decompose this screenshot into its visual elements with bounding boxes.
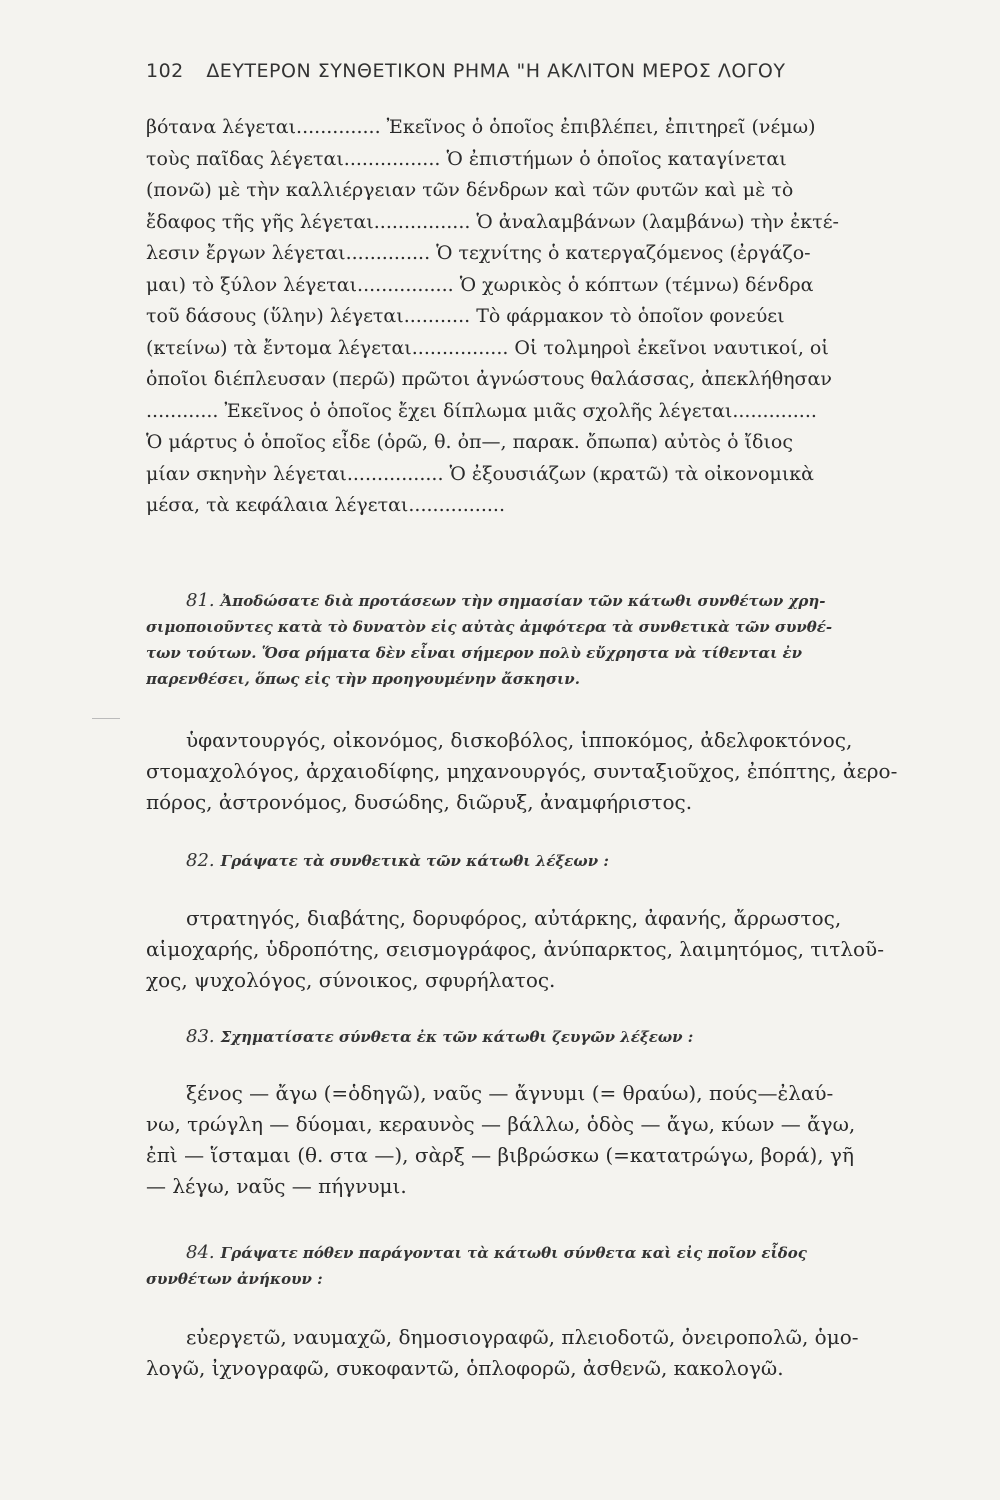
word-line: λογῶ, ἰχνογραφῶ, συκοφαντῶ, ὁπλοφορῶ, ἀσθενῶ, κακολογῶ. [146,1356,784,1380]
exercise-number: 84. [186,1242,215,1263]
word-line: στομαχολόγος, ἀρχαιοδίφης, μηχανουργός, συνταξιοῦχος, ἐπόπτης, ἀερο- [146,759,898,783]
running-title: ΔΕΥΤΕΡΟΝ ΣΥΝΘΕΤΙΚΟΝ ΡΗΜΑ "Η ΑΚΛΙΤΟΝ ΜΕΡΟΣ ΛΟΓΟΥ [206,60,786,82]
exercise-number: 82. [186,850,215,871]
text-line: λεσιν ἔργων λέγεται.............. Ὁ τεχνίτης ὁ κατεργαζόμενος (ἐργάζο- [146,242,811,264]
exercise-number: 81. [186,590,215,611]
word-line: στρατηγός, διαβάτης, δορυφόρος, αὐτάρκης, ἀφανής, ἄρρωστος, [186,906,842,930]
instruction-line: σιμοποιοῦντες κατὰ τὸ δυνατὸν εἰς αὐτὰς ἀμφότερα τὰ συνθετικὰ τῶν συνθέ- [146,618,833,636]
exercise-82-instruction [146,848,906,874]
text-line: μαι) τὸ ξύλον λέγεται................ Ὁ χωρικὸς ὁ κόπτων (τέμνω) δένδρα [146,273,814,296]
intro-paragraph [146,112,906,522]
text-line: Ὁ μάρτυς ὁ ὁποῖος εἶδε (ὁρῶ, θ. ὀπ—, παρακ. ὄπωπα) αὐτὸς ὁ ἴδιος [146,431,793,453]
instruction-line: συνθέτων ἀνήκουν : [146,1270,323,1288]
exercise-83-instruction [146,1024,906,1050]
instruction-line: Ἀποδώσατε διὰ προτάσεων τὴν σημασίαν τῶν κάτωθι συνθέτων χρη- [220,592,826,610]
exercise-81-instruction [146,588,906,692]
exercise-82-words [146,903,906,996]
instruction-line: παρενθέσει, ὅπως εἰς τὴν προηγουμένην ἄσκησιν. [146,670,580,688]
text-line: ἔδαφος τῆς γῆς λέγεται................ Ὁ ἀναλαμβάνων (λαμβάνω) τὴν ἐκτέ- [146,210,839,233]
instruction-line: Σχηματίσατε σύνθετα ἐκ τῶν κάτωθι ζευγῶν λέξεων : [220,1028,694,1046]
word-line: ὑφαντουργός, οἰκονόμος, δισκοβόλος, ἱπποκόμος, ἀδελφοκτόνος, [186,728,853,752]
instruction-line: Γράψατε πόθεν παράγονται τὰ κάτωθι σύνθετα καὶ εἰς ποῖον εἶδος [220,1244,807,1262]
exercise-83-words [146,1078,906,1202]
text-line: ............ Ἐκεῖνος ὁ ὁποῖος ἔχει δίπλωμα μιᾶς σχολῆς λέγεται.............. [146,399,817,422]
text-line: (κτείνω) τὰ ἔντομα λέγεται................ Οἱ τολμηροὶ ἐκεῖνοι ναυτικοί, οἱ [146,336,829,359]
word-line: πόρος, ἀστρονόμος, δυσώδης, διῶρυξ, ἀναμφήριστος. [146,790,693,814]
word-line: ἐπὶ — ἵσταμαι (θ. στα —), σὰρξ — βιβρώσκω (=κατατρώγω, βορά), γῆ [146,1143,854,1167]
exercise-number: 83. [186,1026,215,1047]
text-line: μίαν σκηνὴν λέγεται................ Ὁ ἐξουσιάζων (κρατῶ) τὰ οἰκονομικὰ [146,462,814,485]
instruction-line: των τούτων. Ὅσα ρήματα δὲν εἶναι σήμερον πολὺ εὔχρηστα νὰ τίθενται ἐν [146,644,803,662]
exercise-81-words [146,725,906,818]
exercise-84-words [146,1322,906,1384]
word-line: — λέγω, ναῦς — πήγνυμι. [146,1174,407,1198]
text-line: τοὺς παῖδας λέγεται................ Ὁ ἐπιστήμων ὁ ὁποῖος καταγίνεται [146,147,787,170]
word-line: χος, ψυχολόγος, σύνοικος, σφυρήλατος. [146,968,556,992]
text-line: (πονῶ) μὲ τὴν καλλιέργειαν τῶν δένδρων καὶ τῶν φυτῶν καὶ μὲ τὸ [146,179,794,201]
word-line: αἱμοχαρής, ὑδροπότης, σεισμογράφος, ἀνύπαρκτος, λαιμητόμος, τιτλοῦ- [146,937,884,961]
margin-mark [92,718,120,719]
word-line: εὐεργετῶ, ναυμαχῶ, δημοσιογραφῶ, πλειοδοτῶ, ὀνειροπολῶ, ὁμο- [186,1325,859,1349]
text-line: βότανα λέγεται.............. Ἐκεῖνος ὁ ὁποῖος ἐπιβλέπει, ἐπιτηρεῖ (νέμω) [146,116,816,138]
text-line: τοῦ δάσους (ὕλην) λέγεται........... Τὸ φάρμακον τὸ ὁποῖον φονεύει [146,305,785,327]
running-header [146,60,906,82]
text-line: ὁποῖοι διέπλευσαν (περῶ) πρῶτοι ἀγνώστους θαλάσσας, ἀπεκλήθησαν [146,368,832,390]
exercise-84-instruction [146,1240,906,1292]
text-line: μέσα, τὰ κεφάλαια λέγεται................ [146,494,506,516]
instruction-line: Γράψατε τὰ συνθετικὰ τῶν κάτωθι λέξεων : [220,852,609,870]
word-line: ξένος — ἄγω (=ὁδηγῶ), ναῦς — ἄγνυμι (= θραύω), πούς—ἐλαύ- [186,1081,834,1105]
page-number: 102 [146,60,184,82]
word-line: νω, τρώγλη — δύομαι, κεραυνὸς — βάλλω, ὁδὸς — ἄγω, κύων — ἄγω, [146,1112,856,1136]
